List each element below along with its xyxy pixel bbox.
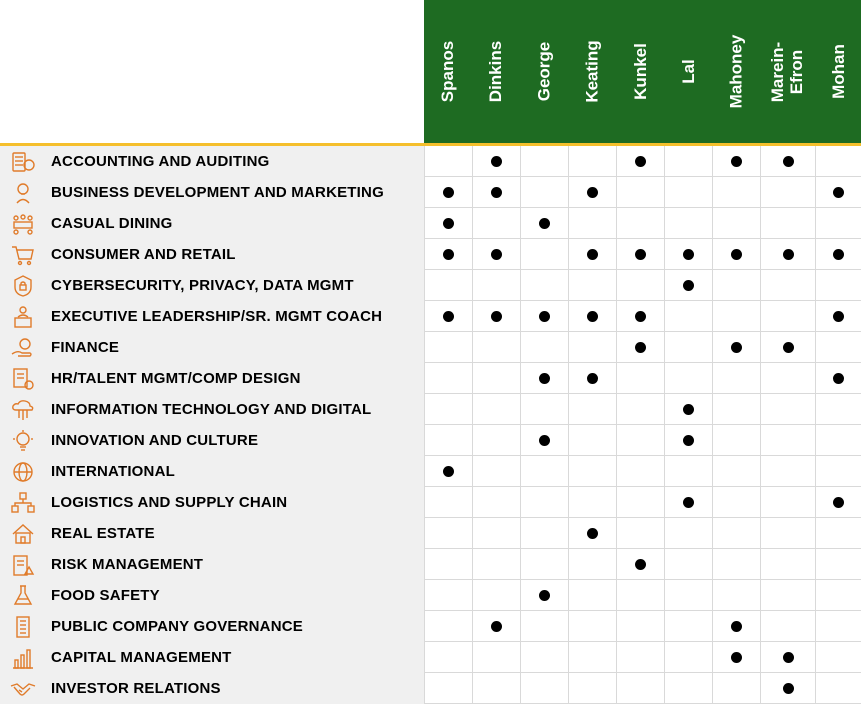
matrix-cell [616,363,664,394]
expertise-dot [539,311,550,322]
matrix-cell [712,487,760,518]
matrix-cell [815,673,861,704]
matrix-cell [472,611,520,642]
expertise-dot [833,249,844,260]
matrix-cell [568,549,616,580]
matrix-cell [472,301,520,332]
expertise-dot [539,590,550,601]
flask-icon [0,580,46,611]
matrix-cell [568,208,616,239]
table-row [0,301,861,332]
matrix-cell [616,549,664,580]
matrix-cell [712,518,760,549]
matrix-cell [520,425,568,456]
table-row [0,270,861,301]
matrix-cell [568,425,616,456]
matrix-cell [664,208,712,239]
matrix-cell [616,456,664,487]
matrix-cell [815,332,861,363]
matrix-cell [760,301,815,332]
matrix-cell [664,363,712,394]
matrix-cell [664,518,712,549]
matrix-cell [424,146,472,177]
matrix-cell [712,239,760,270]
matrix-cell [664,642,712,673]
clipboard-warning-icon [0,549,46,580]
row-label: CYBERSECURITY, PRIVACY, DATA MGMT [46,270,424,301]
matrix-cell [760,177,815,208]
column-header [520,0,568,143]
matrix-cell [664,270,712,301]
table-row [0,580,861,611]
row-label: INFORMATION TECHNOLOGY AND DIGITAL [46,394,424,425]
idea-person-icon [0,177,46,208]
matrix-cell [472,270,520,301]
matrix-cell [815,239,861,270]
matrix-cell [472,363,520,394]
row-label: FINANCE [46,332,424,363]
expertise-dot [783,249,794,260]
column-header-label: Dinkins [486,40,506,103]
matrix-cell [712,332,760,363]
matrix-cell [472,146,520,177]
matrix-cell [472,332,520,363]
matrix-cell [568,487,616,518]
matrix-cell [760,208,815,239]
matrix-cell [568,332,616,363]
row-label: CONSUMER AND RETAIL [46,239,424,270]
expertise-dot [443,187,454,198]
matrix-cell [520,270,568,301]
row-label: FOOD SAFETY [46,580,424,611]
matrix-cell [424,270,472,301]
matrix-cell [664,394,712,425]
column-header-label: Lal [678,59,698,84]
matrix-cell [424,301,472,332]
matrix-cell [815,642,861,673]
column-header [616,0,664,143]
cloud-network-icon [0,394,46,425]
table-row [0,642,861,673]
matrix-cell [712,611,760,642]
column-header [472,0,520,143]
matrix-cell [424,177,472,208]
matrix-cell [424,518,472,549]
matrix-cell [568,146,616,177]
matrix-cell [520,394,568,425]
matrix-cell [472,487,520,518]
expertise-dot [443,311,454,322]
column-header-label: Mohan [828,44,848,99]
matrix-cell [520,363,568,394]
matrix-cell [616,270,664,301]
matrix-cell [712,363,760,394]
table-row [0,487,861,518]
shopping-cart-icon [0,239,46,270]
column-header [424,0,472,143]
matrix-cell [616,332,664,363]
matrix-cell [520,146,568,177]
expertise-dot [683,435,694,446]
expertise-dot [783,342,794,353]
table-row [0,394,861,425]
matrix-cell [616,425,664,456]
matrix-cell [472,177,520,208]
matrix-cell [712,425,760,456]
matrix-cell [424,549,472,580]
matrix-cell [424,642,472,673]
expertise-dot [731,249,742,260]
matrix-cell [424,673,472,704]
matrix-cell [815,301,861,332]
expertise-dot [443,218,454,229]
matrix-cell [520,239,568,270]
column-header [664,0,712,143]
expertise-dot [539,373,550,384]
matrix-cell [815,425,861,456]
matrix-cell [472,425,520,456]
table-row [0,146,861,177]
expertise-dot [587,249,598,260]
table-row [0,332,861,363]
document-gear-icon [0,363,46,394]
matrix-cell [616,239,664,270]
expertise-dot [731,621,742,632]
expertise-dot [587,528,598,539]
matrix-cell [664,301,712,332]
matrix-cell [568,456,616,487]
matrix-cell [568,394,616,425]
column-header-label: George [534,41,554,102]
row-label: REAL ESTATE [46,518,424,549]
matrix-cell [815,146,861,177]
expertise-dot [587,311,598,322]
row-label: INNOVATION AND CULTURE [46,425,424,456]
matrix-cell [760,518,815,549]
expertise-dot [587,373,598,384]
matrix-cell [712,394,760,425]
column-header-label: Keating [582,40,602,103]
matrix-cell [520,332,568,363]
column-header [815,0,861,143]
row-label: INVESTOR RELATIONS [46,673,424,704]
matrix-cell [568,177,616,208]
matrix-cell [712,301,760,332]
matrix-cell [760,363,815,394]
hand-coin-icon [0,332,46,363]
matrix-cell [760,394,815,425]
matrix-cell [664,146,712,177]
matrix-cell [616,642,664,673]
matrix-cell [616,208,664,239]
matrix-cell [815,363,861,394]
matrix-cell [424,332,472,363]
matrix-cell [815,270,861,301]
matrix-cell [664,611,712,642]
expertise-dot [683,497,694,508]
matrix-cell [760,673,815,704]
expertise-dot [635,559,646,570]
expertise-dot [783,683,794,694]
expertise-dot [683,280,694,291]
matrix-cell [616,673,664,704]
matrix-cell [815,208,861,239]
matrix-cell [760,549,815,580]
matrix-cell [664,332,712,363]
matrix-cell [616,394,664,425]
expertise-dot [491,156,502,167]
expertise-dot [833,497,844,508]
column-header-label: Marein- Efron [768,41,807,102]
matrix-cell [760,487,815,518]
matrix-cell [664,239,712,270]
expertise-dot [833,187,844,198]
matrix-cell [472,642,520,673]
table-row [0,239,861,270]
column-header-label: Spanos [438,40,458,103]
row-label: INTERNATIONAL [46,456,424,487]
row-label: PUBLIC COMPANY GOVERNANCE [46,611,424,642]
matrix-cell [616,146,664,177]
expertise-dot [731,156,742,167]
matrix-cell [712,208,760,239]
row-label: LOGISTICS AND SUPPLY CHAIN [46,487,424,518]
matrix-cell [568,518,616,549]
expertise-dot [833,373,844,384]
matrix-cell [664,580,712,611]
handshake-icon [0,673,46,704]
matrix-cell [520,487,568,518]
matrix-cell [760,611,815,642]
table-row [0,208,861,239]
house-icon [0,518,46,549]
table-row [0,673,861,704]
expertise-dot [783,652,794,663]
matrix-cell [568,363,616,394]
matrix-cell [472,580,520,611]
matrix-cell [815,487,861,518]
matrix-cell [712,642,760,673]
row-label: EXECUTIVE LEADERSHIP/SR. MGMT COACH [46,301,424,332]
matrix-cell [815,177,861,208]
matrix-cell [424,456,472,487]
boxes-network-icon [0,487,46,518]
row-label: CASUAL DINING [46,208,424,239]
column-header-label: Kunkel [630,43,650,100]
matrix-cell [616,580,664,611]
expertise-dot [635,156,646,167]
matrix-cell [712,456,760,487]
matrix-cell [712,673,760,704]
matrix-cell [712,177,760,208]
matrix-cell [616,611,664,642]
expertise-dot [635,249,646,260]
matrix-cell [760,642,815,673]
matrix-cell [815,611,861,642]
expertise-dot [539,218,550,229]
bar-chart-icon [0,642,46,673]
leader-podium-icon [0,301,46,332]
matrix-cell [760,270,815,301]
expertise-dot [491,187,502,198]
matrix-cell [616,518,664,549]
row-label: ACCOUNTING AND AUDITING [46,146,424,177]
matrix-cell [815,456,861,487]
matrix-cell [520,673,568,704]
expertise-dot [587,187,598,198]
matrix-cell [424,580,472,611]
table-row [0,518,861,549]
expertise-dot [443,466,454,477]
matrix-cell [815,518,861,549]
matrix-cell [472,208,520,239]
matrix-cell [568,580,616,611]
matrix-cell [664,425,712,456]
column-header [760,0,815,143]
matrix-cell [616,487,664,518]
matrix-cell [424,487,472,518]
matrix-cell [616,301,664,332]
matrix-cell [520,301,568,332]
matrix-cell [520,456,568,487]
matrix-cell [568,673,616,704]
matrix-cell [520,580,568,611]
matrix-cell [760,332,815,363]
matrix-cell [664,549,712,580]
matrix-cell [424,208,472,239]
matrix-cell [712,270,760,301]
matrix-cell [664,673,712,704]
dining-table-icon [0,208,46,239]
column-header-label: Mahoney [726,34,746,109]
globe-icon [0,456,46,487]
matrix-cell [424,611,472,642]
matrix-cell [424,239,472,270]
matrix-cell [760,425,815,456]
matrix-cell [472,394,520,425]
calculator-icon [0,146,46,177]
matrix-cell [568,270,616,301]
matrix-cell [815,394,861,425]
table-row [0,456,861,487]
matrix-cell [520,642,568,673]
table-row [0,363,861,394]
column-header [712,0,760,143]
matrix-cell [472,518,520,549]
expertise-dot [491,621,502,632]
column-header [568,0,616,143]
matrix-cell [520,208,568,239]
matrix-cell [424,394,472,425]
row-label: CAPITAL MANAGEMENT [46,642,424,673]
matrix-cell [472,239,520,270]
matrix-cell [760,456,815,487]
expertise-dot [635,311,646,322]
lightbulb-gear-icon [0,425,46,456]
matrix-cell [472,549,520,580]
building-icon [0,611,46,642]
matrix-cell [760,239,815,270]
matrix-cell [568,642,616,673]
matrix-cell [520,549,568,580]
row-label: RISK MANAGEMENT [46,549,424,580]
expertise-dot [443,249,454,260]
matrix-cell [520,611,568,642]
matrix-cell [520,177,568,208]
matrix-cell [568,301,616,332]
expertise-dot [683,249,694,260]
expertise-dot [731,652,742,663]
matrix-cell [424,363,472,394]
row-label: HR/TALENT MGMT/COMP DESIGN [46,363,424,394]
matrix-cell [472,673,520,704]
matrix-cell [568,239,616,270]
lock-shield-icon [0,270,46,301]
matrix-cell [664,177,712,208]
matrix-cell [712,549,760,580]
matrix-cell [568,611,616,642]
matrix-cell [616,177,664,208]
matrix-cell [664,456,712,487]
expertise-dot [683,404,694,415]
expertise-dot [783,156,794,167]
expertise-dot [491,311,502,322]
matrix-cell [815,580,861,611]
matrix-cell [424,425,472,456]
matrix-cell [815,549,861,580]
expertise-dot [731,342,742,353]
matrix-cell [712,580,760,611]
matrix-cell [664,487,712,518]
table-row [0,549,861,580]
matrix-cell [760,580,815,611]
matrix-cell [712,146,760,177]
table-row [0,177,861,208]
expertise-dot [833,311,844,322]
matrix-cell [760,146,815,177]
matrix-cell [520,518,568,549]
expertise-dot [491,249,502,260]
table-row [0,611,861,642]
table-row [0,425,861,456]
expertise-dot [635,342,646,353]
expertise-dot [539,435,550,446]
matrix-cell [472,456,520,487]
row-label: BUSINESS DEVELOPMENT AND MARKETING [46,177,424,208]
